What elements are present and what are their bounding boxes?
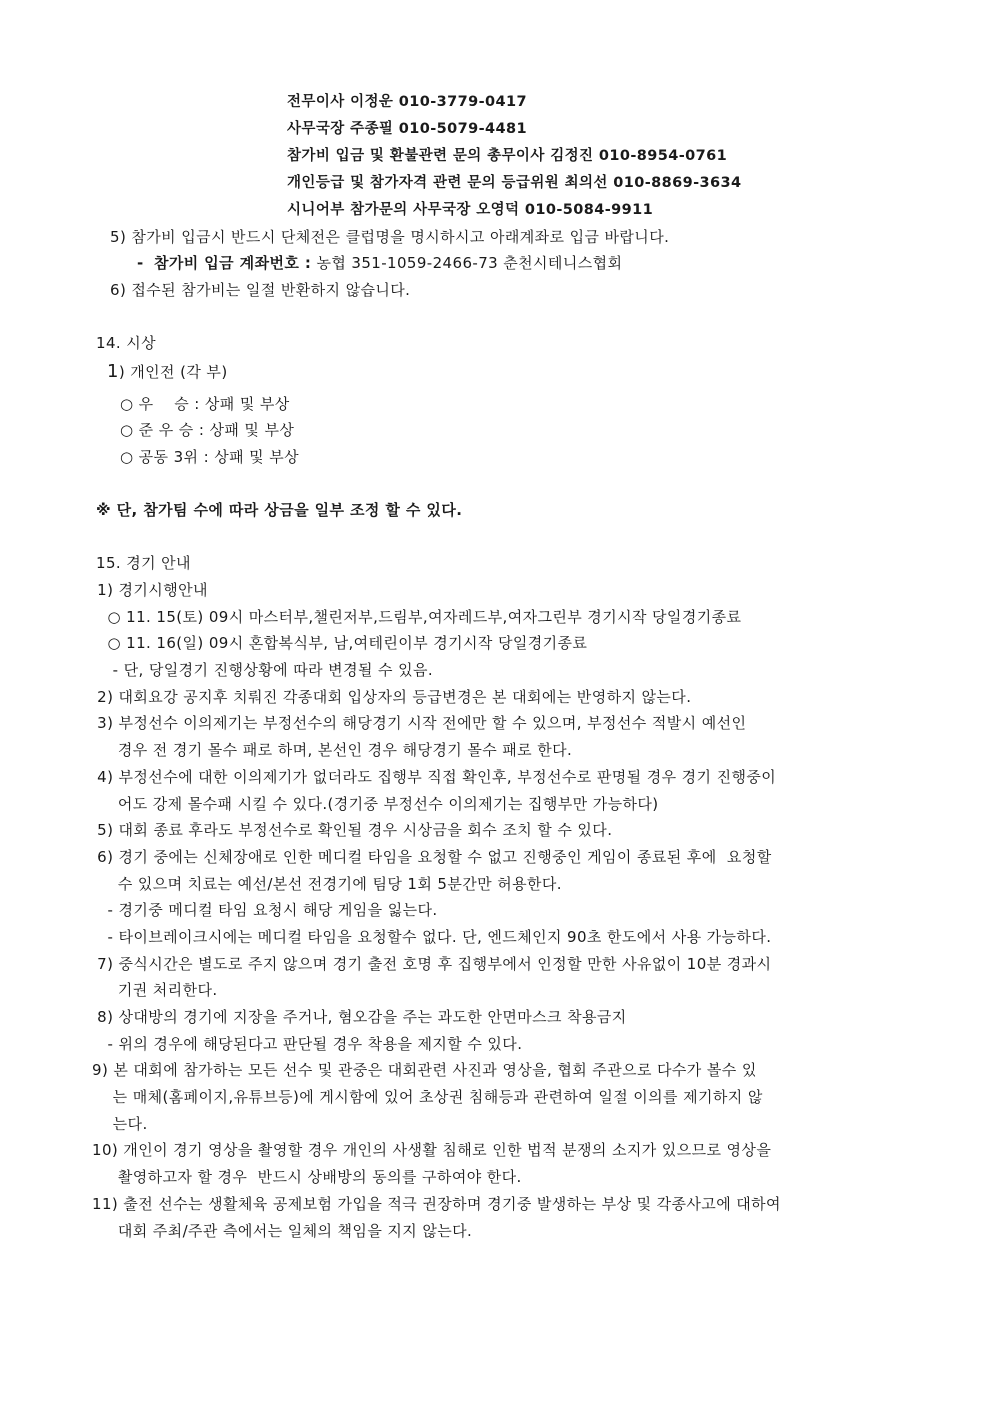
- rule-line: 8) 상대방의 경기에 지장을 주거나, 혐오감을 주는 과도한 안면마스크 착용금지: [92, 1008, 627, 1026]
- section-15-heading: 15. 경기 안내: [96, 554, 191, 572]
- account-dash: -: [137, 254, 144, 272]
- rule-line: 4) 부정선수에 대한 이의제기가 없더라도 집행부 직접 확인후, 부정선수로 판명될 경우 경기 진행중이: [92, 768, 777, 786]
- rule-line: 는다.: [92, 1115, 148, 1133]
- rule-line: 는 매체(홈페이지,유튜브등)에 게시함에 있어 초상권 침해등과 관련하여 일절 이의를 제기하지 않: [92, 1088, 763, 1106]
- account-line: [137, 253, 622, 273]
- rule-line: - 경기중 메디컬 타임 요청시 해당 게임을 잃는다.: [92, 901, 438, 919]
- rule-line: 2) 대회요강 공지후 치뤄진 각종대회 입상자의 등급변경은 본 대회에는 반영하지 않는다.: [92, 688, 692, 706]
- sub1-number: 1: [107, 361, 119, 382]
- award-item: ○ 공동 3위 : 상패 및 부상: [120, 448, 300, 466]
- rule-line: 어도 강제 몰수패 시킬 수 있다.(경기중 부정선수 이의제기는 집행부만 가능하다): [92, 795, 659, 813]
- rule-line: 기권 처리한다.: [92, 981, 218, 999]
- contact-line: 전무이사 이정운 010-3779-0417: [287, 94, 527, 110]
- rule-line: 1) 경기시행안내: [92, 581, 208, 599]
- account-value: 농협 351-1059-2466-73 춘천시테니스협회: [316, 254, 623, 272]
- contact-line: 참가비 입금 및 환불관련 문의 총무이사 김정진 010-8954-0761: [287, 148, 728, 164]
- rule-line: 수 있으며 치료는 예선/본선 전경기에 팀당 1회 5분간만 허용한다.: [92, 875, 562, 893]
- rule-line: 10) 개인이 경기 영상을 촬영할 경우 개인의 사생활 침해로 인한 법적 분쟁의 소지가 있으므로 영상을: [92, 1141, 772, 1159]
- item-5-text: 5) 참가비 입금시 반드시 단체전은 클럽명을 명시하시고 아래계좌로 입금 바랍니다.: [110, 228, 670, 246]
- sub1-text: ) 개인전 (각 부): [118, 363, 228, 381]
- prize-note: ※ 단, 참가팀 수에 따라 상금을 일부 조정 할 수 있다.: [96, 501, 463, 519]
- section-14-heading: 14. 시상: [96, 334, 157, 352]
- rule-line: 6) 경기 중에는 신체장애로 인한 메디컬 타임을 요청할 수 없고 진행중인 게임이 종료된 후에 요청할: [92, 848, 772, 866]
- contact-line: 시니어부 참가문의 사무국장 오영덕 010-5084-9911: [287, 202, 654, 218]
- rule-line: ○ 11. 16(일) 09시 혼합복식부, 남,여테린이부 경기시작 당일경기종료: [92, 634, 588, 652]
- rule-line: 3) 부정선수 이의제기는 부정선수의 해당경기 시작 전에만 할 수 있으며, 부정선수 적발시 예선인: [92, 714, 747, 732]
- rule-line: ○ 11. 15(토) 09시 마스터부,챌린저부,드림부,여자레드부,여자그린부 경기시작 당일경기종료: [92, 608, 742, 626]
- item-6-text: 6) 접수된 참가비는 일절 반환하지 않습니다.: [110, 281, 411, 299]
- contact-line: 사무국장 주종필 010-5079-4481: [287, 121, 527, 137]
- award-item: ○ 우 승 : 상패 및 부상: [120, 395, 290, 413]
- account-label: 참가비 입금 계좌번호 :: [153, 254, 312, 272]
- rule-line: 9) 본 대회에 참가하는 모든 선수 및 관중은 대회관련 사진과 영상을, 협회 주관으로 다수가 볼수 있: [92, 1061, 757, 1079]
- rule-line: 촬영하고자 할 경우 반드시 상배방의 동의를 구하여야 한다.: [92, 1168, 522, 1186]
- contact-line: 개인등급 및 참가자격 관련 문의 등급위원 최의선 010-8869-3634: [287, 175, 742, 191]
- rule-line: 5) 대회 종료 후라도 부정선수로 확인될 경우 시상금을 회수 조치 할 수 있다.: [92, 821, 613, 839]
- rule-line: 대회 주최/주관 측에서는 일체의 책임을 지지 않는다.: [92, 1222, 473, 1240]
- rule-line: - 타이브레이크시에는 메디컬 타임을 요청할수 없다. 단, 엔드체인지 90초 한도에서 사용 가능하다.: [92, 928, 772, 946]
- rule-line: 경우 전 경기 몰수 패로 하며, 본선인 경우 해당경기 몰수 패로 한다.: [92, 741, 573, 759]
- rule-line: 11) 출전 선수는 생활체육 공제보험 가입을 적극 권장하며 경기중 발생하는 부상 및 각종사고에 대하여: [92, 1195, 781, 1213]
- section-14-sub1: [107, 362, 228, 382]
- rule-line: 7) 중식시간은 별도로 주지 않으며 경기 출전 호명 후 집행부에서 인정할 만한 사유없이 10분 경과시: [92, 955, 772, 973]
- rule-line: - 단, 당일경기 진행상황에 따라 변경될 수 있음.: [92, 661, 434, 679]
- award-item: ○ 준 우 승 : 상패 및 부상: [120, 421, 295, 439]
- rule-line: - 위의 경우에 해당된다고 판단될 경우 착용을 제지할 수 있다.: [92, 1035, 523, 1053]
